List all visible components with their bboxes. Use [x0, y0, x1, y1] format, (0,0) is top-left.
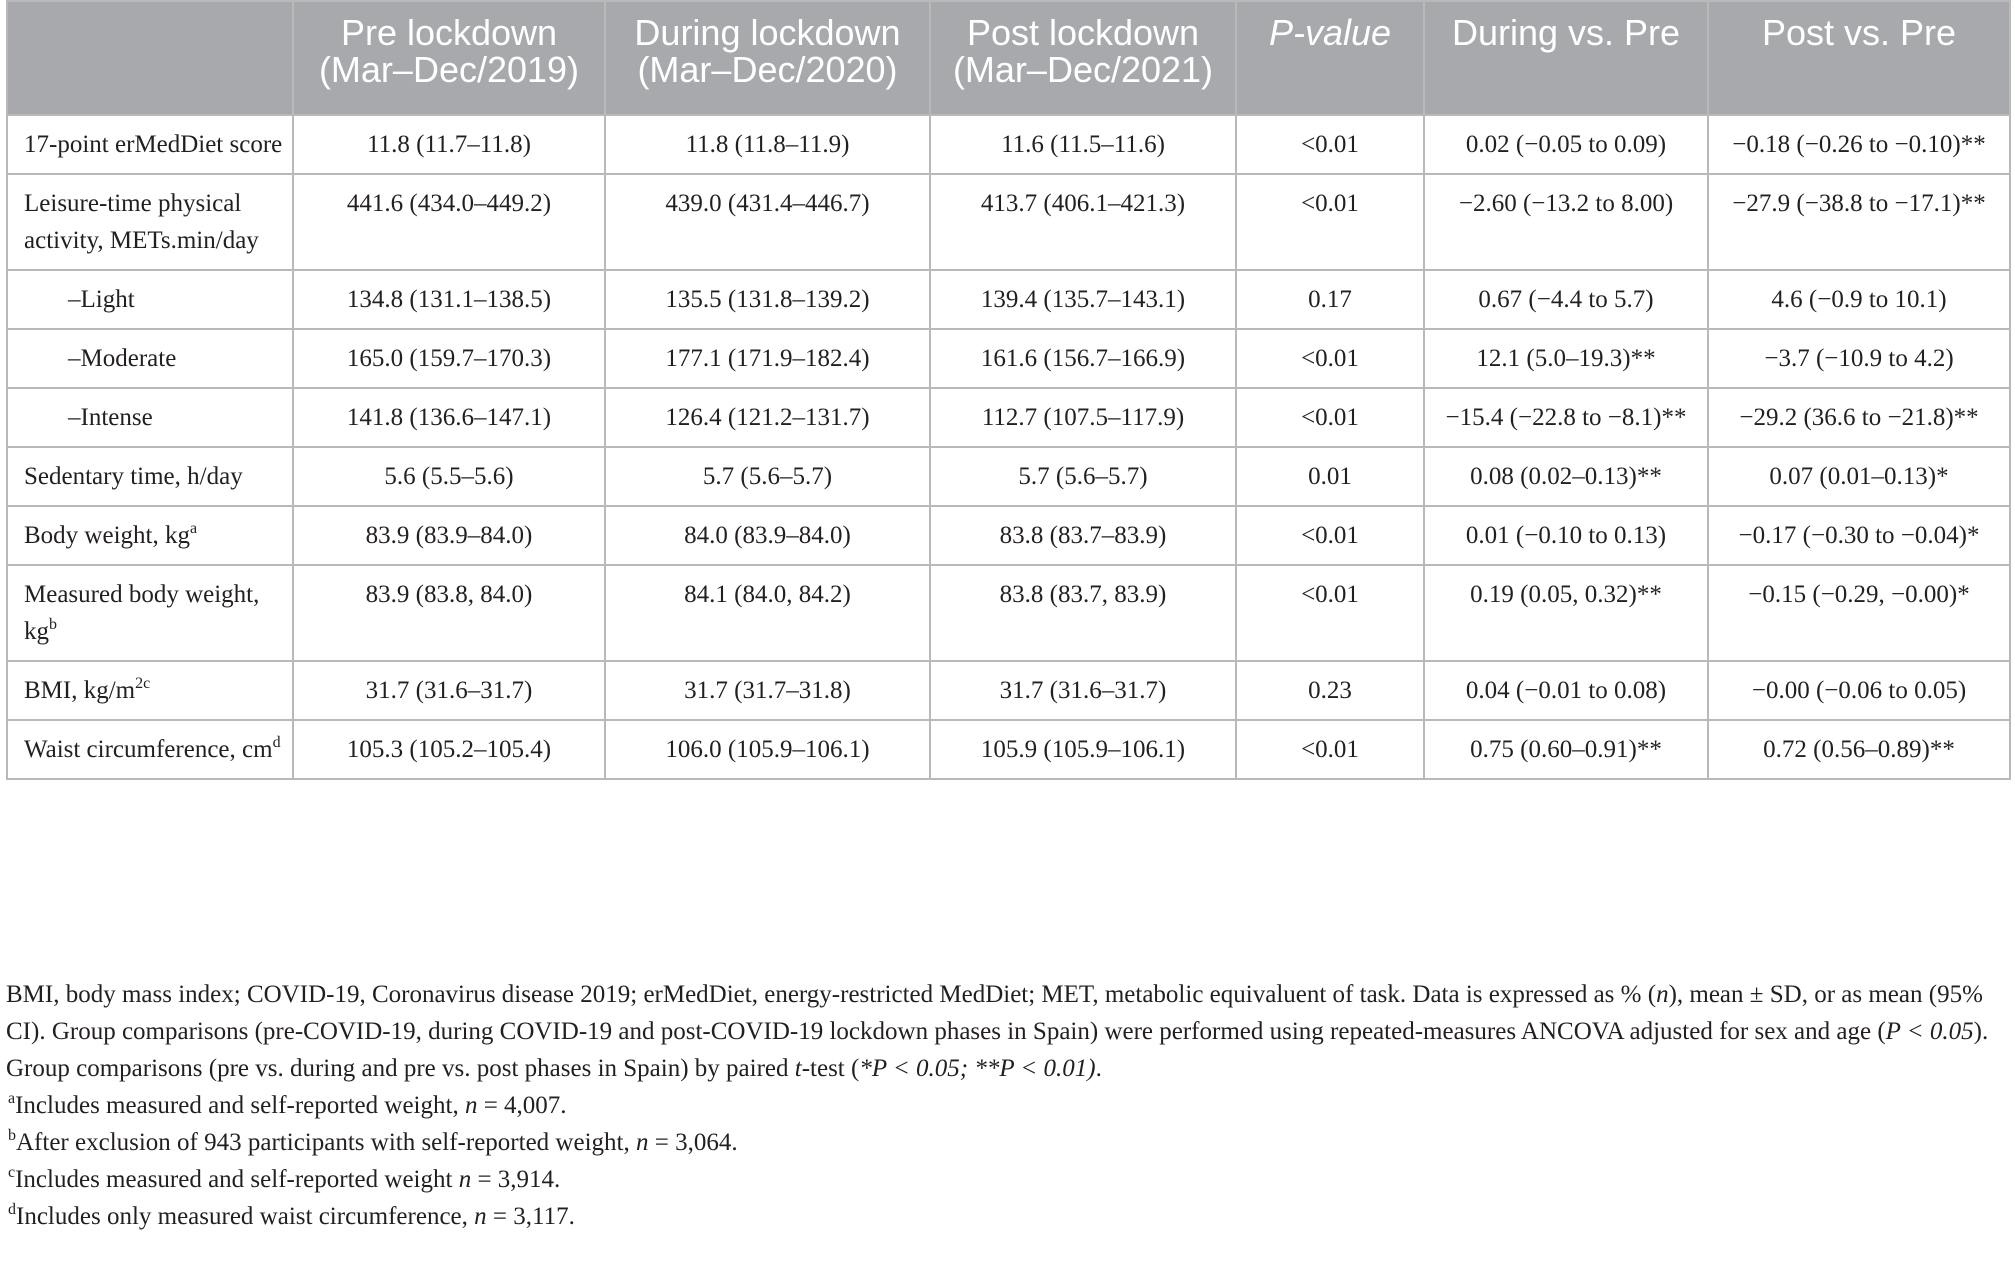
table-cell: <0.01	[1236, 720, 1424, 779]
footnote-c	[6, 1161, 2006, 1198]
footnote-text: = 4,007.	[477, 1092, 567, 1119]
table-row	[7, 720, 2010, 779]
note-text: *P < 0.05; **P < 0.01)	[859, 1055, 1096, 1082]
table-body	[7, 115, 2010, 779]
table-cell: 0.17	[1236, 270, 1424, 329]
table-cell: −27.9 (−38.8 to −17.1)**	[1708, 174, 2010, 270]
table-cell: 0.04 (−0.01 to 0.08)	[1424, 661, 1708, 720]
table-cell: <0.01	[1236, 388, 1424, 447]
table-cell: 5.7 (5.6–5.7)	[605, 447, 930, 506]
row-label	[7, 270, 293, 329]
table-cell: 0.19 (0.05, 0.32)**	[1424, 565, 1708, 661]
footnote-marker: a	[189, 520, 198, 537]
table-cell: 0.67 (−4.4 to 5.7)	[1424, 270, 1708, 329]
footnote-n: n	[635, 1129, 649, 1156]
note-text: ), mean ± SD, or as mean (95% CI). Group comparisons (pre-COVID-19, during COVID-19 and post-COVID-19 lockdown phases in Spain) were performed using repeated-measures ANCOVA adjusted for sex and age (	[6, 981, 1983, 1045]
table-cell: 5.6 (5.5–5.6)	[293, 447, 605, 506]
note-text: .	[1095, 1055, 1102, 1082]
footnote-text: Includes only measured waist circumference,	[16, 1203, 475, 1230]
table-cell: 83.9 (83.9–84.0)	[293, 506, 605, 565]
table-cell: 0.08 (0.02–0.13)**	[1424, 447, 1708, 506]
table-cell: 0.02 (−0.05 to 0.09)	[1424, 115, 1708, 174]
table-cell: 161.6 (156.7–166.9)	[930, 329, 1236, 388]
footnote-text: = 3,117.	[486, 1203, 575, 1230]
table-cell: 0.07 (0.01–0.13)*	[1708, 447, 2010, 506]
table-cell: 11.6 (11.5–11.6)	[930, 115, 1236, 174]
footnote-a	[6, 1087, 2006, 1124]
footnote-text: = 3,064.	[648, 1129, 738, 1156]
table-cell: 134.8 (131.1–138.5)	[293, 270, 605, 329]
table-cell: 31.7 (31.6–31.7)	[293, 661, 605, 720]
table-row	[7, 388, 2010, 447]
footnote-mark: d	[8, 1201, 16, 1218]
footnote-text: = 3,914.	[471, 1166, 561, 1193]
table-cell: −0.00 (−0.06 to 0.05)	[1708, 661, 2010, 720]
table-cell: −3.7 (−10.9 to 4.2)	[1708, 329, 2010, 388]
table-cell: 126.4 (121.2–131.7)	[605, 388, 930, 447]
row-label	[7, 661, 293, 720]
footnote-n: n	[464, 1092, 478, 1119]
table-cell: −0.18 (−0.26 to −0.10)**	[1708, 115, 2010, 174]
table-cell: 83.9 (83.8, 84.0)	[293, 565, 605, 661]
row-label	[7, 506, 293, 565]
row-label-text: –Light	[68, 286, 135, 313]
row-label	[7, 720, 293, 779]
footnote-d	[6, 1198, 2006, 1235]
table-cell: 12.1 (5.0–19.3)**	[1424, 329, 1708, 388]
row-label	[7, 388, 293, 447]
footnote-text: Includes measured and self-reported weight,	[15, 1092, 465, 1119]
table-cell: 84.1 (84.0, 84.2)	[605, 565, 930, 661]
row-label	[7, 329, 293, 388]
row-label-text: Measured body weight, kg	[24, 581, 260, 645]
table-cell: 165.0 (159.7–170.3)	[293, 329, 605, 388]
header-p-value: P-value	[1236, 1, 1424, 115]
table-row	[7, 565, 2010, 661]
note-text: Group comparisons (pre vs. during and pre vs. post phases in Spain) by paired	[6, 1055, 795, 1082]
footnote-mark: c	[8, 1164, 16, 1181]
table-cell: <0.01	[1236, 565, 1424, 661]
abbreviations-note	[6, 976, 2006, 1050]
row-label	[7, 174, 293, 270]
footnote-marker: d	[272, 734, 281, 751]
table-cell: 0.01	[1236, 447, 1424, 506]
note-text: t	[794, 1055, 802, 1082]
note-text: -test (	[801, 1055, 860, 1082]
row-label	[7, 115, 293, 174]
table-cell: −15.4 (−22.8 to −8.1)**	[1424, 388, 1708, 447]
header-pre-lockdown: Pre lockdown (Mar–Dec/2019)	[293, 1, 605, 115]
table-cell: 11.8 (11.8–11.9)	[605, 115, 930, 174]
table-cell: 84.0 (83.9–84.0)	[605, 506, 930, 565]
table-cell: <0.01	[1236, 506, 1424, 565]
footnote-n: n	[458, 1166, 472, 1193]
table-cell: 413.7 (406.1–421.3)	[930, 174, 1236, 270]
table-cell: 141.8 (136.6–147.1)	[293, 388, 605, 447]
row-label-text: Leisure-time physical activity, METs.min/day	[24, 190, 259, 254]
note-text: BMI, body mass index; COVID-19, Coronavirus disease 2019; erMedDiet, energy-restricted MedDiet; MET, metabolic equivaluent of task. Data is expressed as % (	[6, 981, 1657, 1008]
table-cell: 106.0 (105.9–106.1)	[605, 720, 930, 779]
table-cell: 0.01 (−0.10 to 0.13)	[1424, 506, 1708, 565]
table-cell: −29.2 (36.6 to −21.8)**	[1708, 388, 2010, 447]
table-cell: 0.75 (0.60–0.91)**	[1424, 720, 1708, 779]
table-cell: 31.7 (31.6–31.7)	[930, 661, 1236, 720]
row-label-text: –Intense	[68, 404, 153, 431]
header-post-vs-pre: Post vs. Pre	[1708, 1, 2010, 115]
table-cell: 83.8 (83.7, 83.9)	[930, 565, 1236, 661]
header-post-lockdown: Post lockdown (Mar–Dec/2021)	[930, 1, 1236, 115]
table-cell: 0.23	[1236, 661, 1424, 720]
note-text: ).	[1973, 1018, 1989, 1045]
row-label	[7, 565, 293, 661]
table-row	[7, 115, 2010, 174]
header-during-lockdown: During lockdown (Mar–Dec/2020)	[605, 1, 930, 115]
table-cell: <0.01	[1236, 174, 1424, 270]
footnote-mark: b	[8, 1127, 16, 1144]
table-row	[7, 661, 2010, 720]
paired-test-note	[6, 1050, 2006, 1087]
table-cell: <0.01	[1236, 115, 1424, 174]
table-cell: 4.6 (−0.9 to 10.1)	[1708, 270, 2010, 329]
table-cell: 139.4 (135.7–143.1)	[930, 270, 1236, 329]
row-label-text: Sedentary time, h/day	[24, 463, 243, 490]
row-label-text: Body weight, kg	[24, 522, 190, 549]
table-header-row	[7, 1, 2010, 115]
table-cell: 439.0 (431.4–446.7)	[605, 174, 930, 270]
table-cell: 5.7 (5.6–5.7)	[930, 447, 1236, 506]
table-cell: 83.8 (83.7–83.9)	[930, 506, 1236, 565]
footnotes	[6, 1087, 2006, 1235]
table-row	[7, 329, 2010, 388]
table-row	[7, 447, 2010, 506]
table-cell: 0.72 (0.56–0.89)**	[1708, 720, 2010, 779]
footnote-b	[6, 1124, 2006, 1161]
row-label-text: 17-point erMedDiet score	[24, 131, 283, 158]
header-during-vs-pre: During vs. Pre	[1424, 1, 1708, 115]
table-cell: 112.7 (107.5–117.9)	[930, 388, 1236, 447]
table-row	[7, 270, 2010, 329]
footnote-n: n	[474, 1203, 487, 1230]
table-notes	[6, 976, 2006, 1235]
table-row	[7, 174, 2010, 270]
row-label	[7, 447, 293, 506]
table-cell: 135.5 (131.8–139.2)	[605, 270, 930, 329]
row-label-text: –Moderate	[68, 345, 177, 372]
table-cell: <0.01	[1236, 329, 1424, 388]
table-cell: 441.6 (434.0–449.2)	[293, 174, 605, 270]
results-table	[6, 0, 2011, 780]
note-text: n	[1656, 981, 1669, 1008]
footnote-marker: 2c	[135, 675, 151, 692]
footnote-text: After exclusion of 943 participants with self-reported weight,	[16, 1129, 636, 1156]
table-cell: 105.9 (105.9–106.1)	[930, 720, 1236, 779]
footnote-marker: b	[49, 616, 57, 633]
table-row	[7, 506, 2010, 565]
table-cell: −0.15 (−0.29, −0.00)*	[1708, 565, 2010, 661]
footnote-text: Includes measured and self-reported weight	[15, 1166, 459, 1193]
footnote-mark: a	[8, 1090, 16, 1107]
table-cell: −0.17 (−0.30 to −0.04)*	[1708, 506, 2010, 565]
table-cell: 31.7 (31.7–31.8)	[605, 661, 930, 720]
note-text: P < 0.05	[1885, 1018, 1974, 1045]
header-label	[7, 1, 293, 115]
table-cell: 105.3 (105.2–105.4)	[293, 720, 605, 779]
table-cell: 11.8 (11.7–11.8)	[293, 115, 605, 174]
table-cell: −2.60 (−13.2 to 8.00)	[1424, 174, 1708, 270]
row-label-text: Waist circumference, cm	[24, 736, 273, 763]
row-label-text: BMI, kg/m	[24, 677, 136, 704]
table-cell: 177.1 (171.9–182.4)	[605, 329, 930, 388]
